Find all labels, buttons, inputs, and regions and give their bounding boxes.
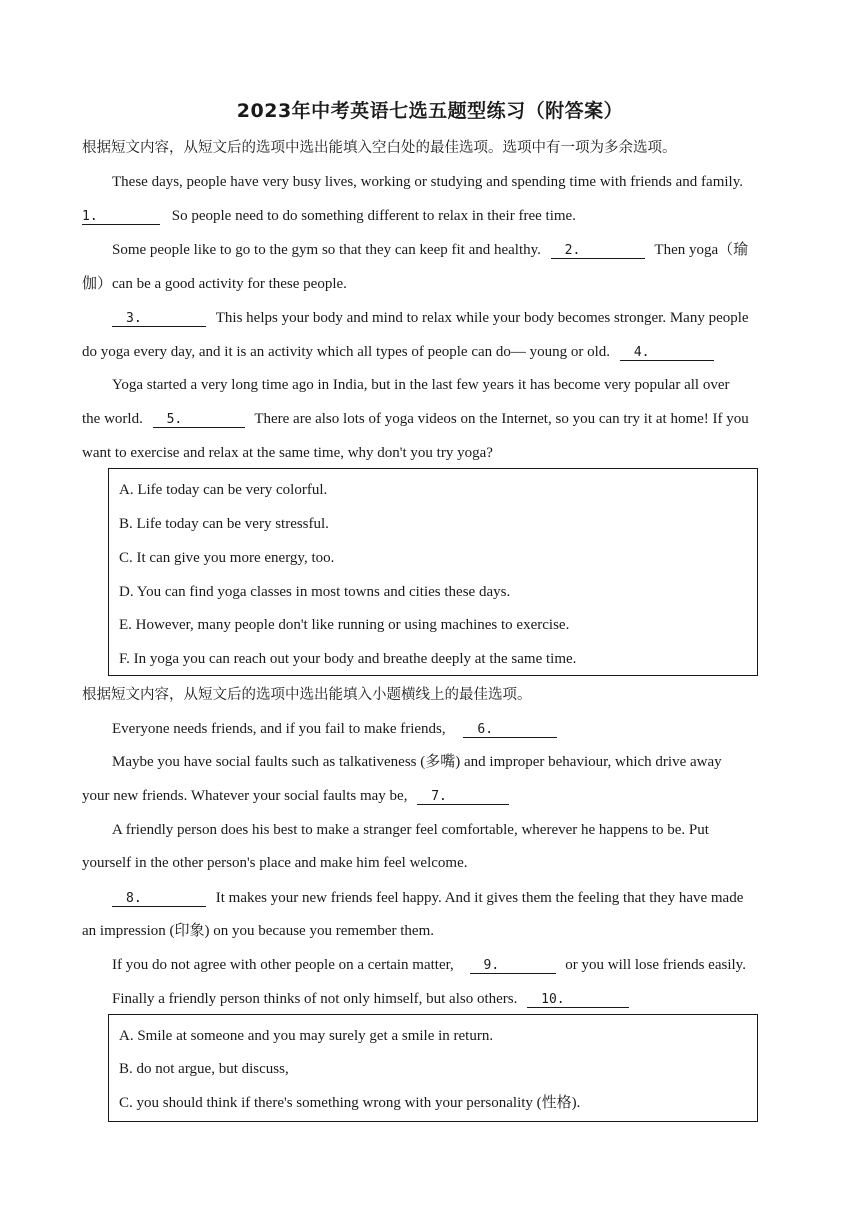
s2-paragraph2-line2: your new friends. Whatever your social faults may be, 7. — [82, 786, 782, 806]
s2-paragraph4-line2: an impression (印象) on you because you remember them. — [82, 923, 434, 939]
s2-options-box — [108, 1014, 758, 1122]
s2-paragraph3-line1: A friendly person does his best to make a stranger feel comfortable, wherever he happens to be. Put — [112, 822, 709, 838]
blank-6[interactable]: 6. — [463, 719, 557, 738]
s1-paragraph1-line2: 1. So people need to do something different to relax in their free time. — [82, 208, 576, 224]
s1-paragraph1-line1: These days, people have very busy lives, working or studying and spending time with friends and family. — [112, 174, 743, 190]
s1-option-e: E. However, many people don't like running or using machines to exercise. — [119, 617, 570, 633]
blank-3[interactable]: 3. — [112, 308, 206, 327]
s1-option-a: A. Life today can be very colorful. — [119, 482, 328, 498]
s2-paragraph6: Finally a friendly person thinks of not only himself, but also others. 10. — [112, 989, 812, 1009]
s1-option-c: C. It can give you more energy, too. — [119, 550, 335, 566]
blank-4[interactable]: 4. — [620, 342, 714, 361]
s1-paragraph2-line1: Some people like to go to the gym so that they can keep fit and healthy. 2. Then yoga（瑜 — [112, 242, 749, 258]
s1-paragraph3-line1: 3. This helps your body and mind to relax while your body becomes stronger. Many people — [112, 308, 812, 328]
blank-10[interactable]: 10. — [527, 989, 629, 1008]
s1-paragraph4-line2: the world. 5. There are also lots of yoga videos on the Internet, so you can try it at home! If you — [82, 411, 749, 427]
s1-paragraph4-line1: Yoga started a very long time ago in India, but in the last few years it has become very popular all over — [112, 377, 730, 393]
s2-paragraph5: If you do not agree with other people on a certain matter, 9. or you will lose friends easily. — [112, 957, 746, 973]
s1-option-f: F. In yoga you can reach out your body and breathe deeply at the same time. — [119, 651, 577, 667]
s2-option-b: B. do not argue, but discuss, — [119, 1061, 289, 1077]
section1-instruction: 根据短文内容，从短文后的选项中选出能填入空白处的最佳选项。选项中有一项为多余选项。 — [82, 140, 677, 156]
s1-paragraph4-line3: want to exercise and relax at the same time, why don't you try yoga? — [82, 445, 493, 461]
blank-2[interactable]: 2. — [551, 240, 645, 259]
s2-paragraph2-line1: Maybe you have social faults such as talkativeness (多嘴) and improper behaviour, which drive away — [112, 754, 722, 770]
s1-option-d: D. You can find yoga classes in most towns and cities these days. — [119, 584, 511, 600]
s1-option-b: B. Life today can be very stressful. — [119, 516, 329, 532]
s2-option-a: A. Smile at someone and you may surely get a smile in return. — [119, 1028, 494, 1044]
s2-paragraph1: Everyone needs friends, and if you fail to make friends, 6. — [112, 719, 812, 739]
s1-paragraph3-line2: do yoga every day, and it is an activity which all types of people can do— young or old. 4. — [82, 342, 782, 362]
blank-9[interactable]: 9. — [470, 955, 556, 974]
section2-instruction: 根据短文内容，从短文后的选项中选出能填入小题横线上的最佳选项。 — [82, 687, 532, 703]
blank-5[interactable]: 5. — [153, 409, 245, 428]
blank-7[interactable]: 7. — [417, 786, 509, 805]
s2-option-c: C. you should think if there's something wrong with your personality (性格). — [119, 1095, 581, 1111]
blank-8[interactable]: 8. — [112, 888, 206, 907]
s2-paragraph3-line2: yourself in the other person's place and make him feel welcome. — [82, 855, 468, 871]
blank-1[interactable]: 1. — [82, 206, 160, 225]
s1-paragraph2-line2: 伽）can be a good activity for these people. — [82, 276, 347, 292]
s1-options-box — [108, 468, 758, 676]
page-title: 2023年中考英语七选五题型练习（附答案） — [236, 100, 624, 122]
s2-paragraph4-line1: 8. It makes your new friends feel happy. And it gives them the feeling that they have made — [112, 888, 812, 908]
